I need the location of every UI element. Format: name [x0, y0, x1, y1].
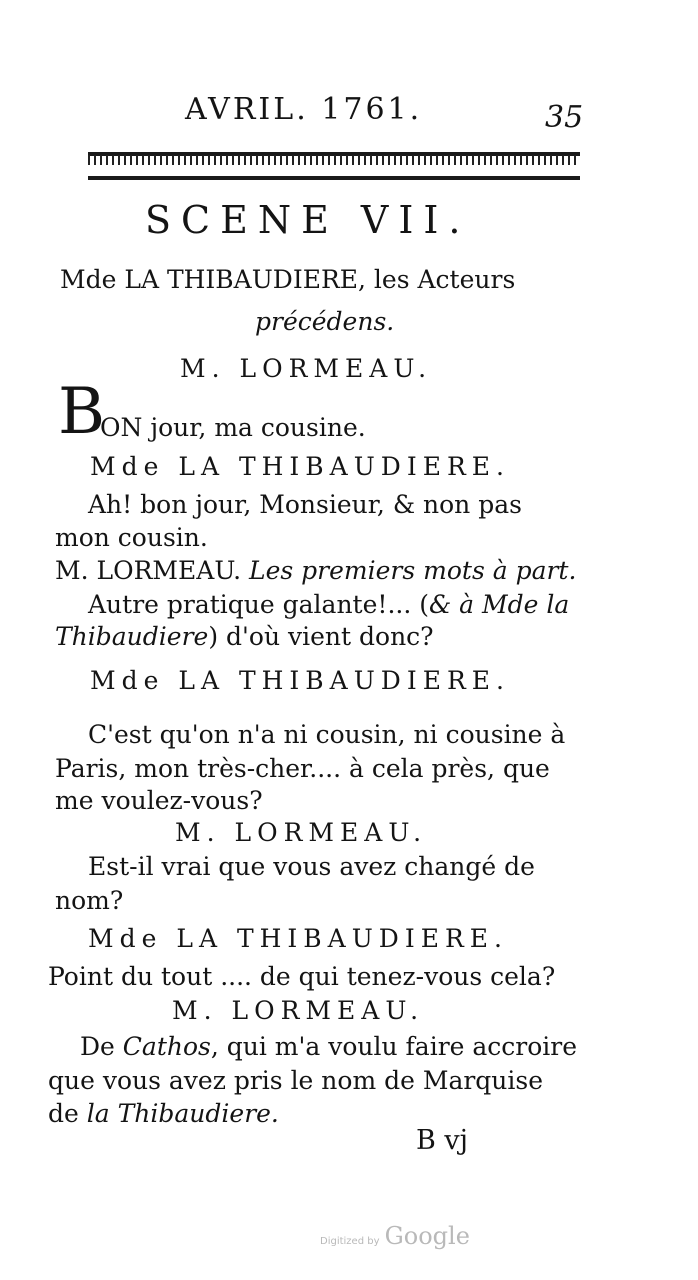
dialogue-line: Est-il vrai que vous avez changé de: [88, 852, 535, 881]
rule-bottom: [88, 176, 580, 180]
dialogue-line: Point du tout .... de qui tenez-vous cela?: [48, 962, 556, 991]
speaker-lormeau-1: M. LORMEAU.: [180, 354, 433, 383]
character-list: [60, 265, 515, 294]
dialogue-line: Ah! bon jour, Monsieur, & non pas: [88, 490, 522, 519]
speaker-lormeau-4: M. LORMEAU.: [172, 996, 425, 1025]
digitized-label: Digitized by: [320, 1236, 380, 1247]
dialogue-line: [55, 622, 434, 651]
character-list-text: Mde LA THIBAUDIERE, les Acteurs: [60, 265, 516, 294]
speaker-thibaudiere-3: Mde LA THIBAUDIERE.: [88, 924, 508, 953]
google-logo: Google: [384, 1222, 470, 1250]
character-name: la Thibaudiere.: [86, 1099, 279, 1128]
dialogue-text: ) d'où vient donc?: [208, 622, 434, 651]
stage-direction: & à Mde la: [428, 590, 570, 619]
dialogue-line: me voulez-vous?: [55, 786, 263, 815]
dialogue-line: [48, 1099, 279, 1128]
dialogue-line: nom?: [55, 886, 124, 915]
speaker-line: [55, 556, 576, 585]
drop-cap: B: [58, 375, 106, 449]
dialogue-text: de: [48, 1099, 79, 1128]
dialogue-line: [80, 1032, 577, 1061]
dialogue-text: , qui m'a voulu faire accroire: [210, 1032, 578, 1061]
speaker-lormeau-2: M. LORMEAU.: [55, 556, 242, 585]
dialogue-text: Autre pratique galante!... (: [88, 590, 429, 619]
stage-direction: Thibaudiere: [55, 622, 209, 651]
dialogue-line: que vous avez pris le nom de Marquise: [48, 1066, 544, 1095]
dialogue-text: De: [80, 1032, 115, 1061]
speaker-thibaudiere-1: Mde LA THIBAUDIERE.: [90, 452, 510, 481]
digitization-watermark: [320, 1222, 470, 1250]
running-head: AVRIL. 1761.: [185, 92, 423, 127]
dialogue-line: C'est qu'on n'a ni cousin, ni cousine à: [88, 720, 566, 749]
character-list-cont: précédens.: [255, 307, 395, 336]
scene-heading: SCENE VII.: [145, 198, 471, 242]
signature-mark: B vj: [416, 1125, 469, 1156]
speaker-lormeau-3: M. LORMEAU.: [175, 818, 428, 847]
dialogue-line: ON jour, ma cousine.: [100, 413, 366, 442]
ornament-band: [88, 155, 580, 165]
speaker-thibaudiere-2: Mde LA THIBAUDIERE.: [90, 666, 510, 695]
character-name: Cathos: [122, 1032, 211, 1061]
dialogue-line: mon cousin.: [55, 523, 208, 552]
stage-direction: Les premiers mots à part.: [249, 556, 577, 585]
dialogue-line: Paris, mon très-cher.... à cela près, que: [55, 754, 550, 783]
page-number: 35: [545, 100, 584, 135]
dialogue-line: [88, 590, 569, 619]
